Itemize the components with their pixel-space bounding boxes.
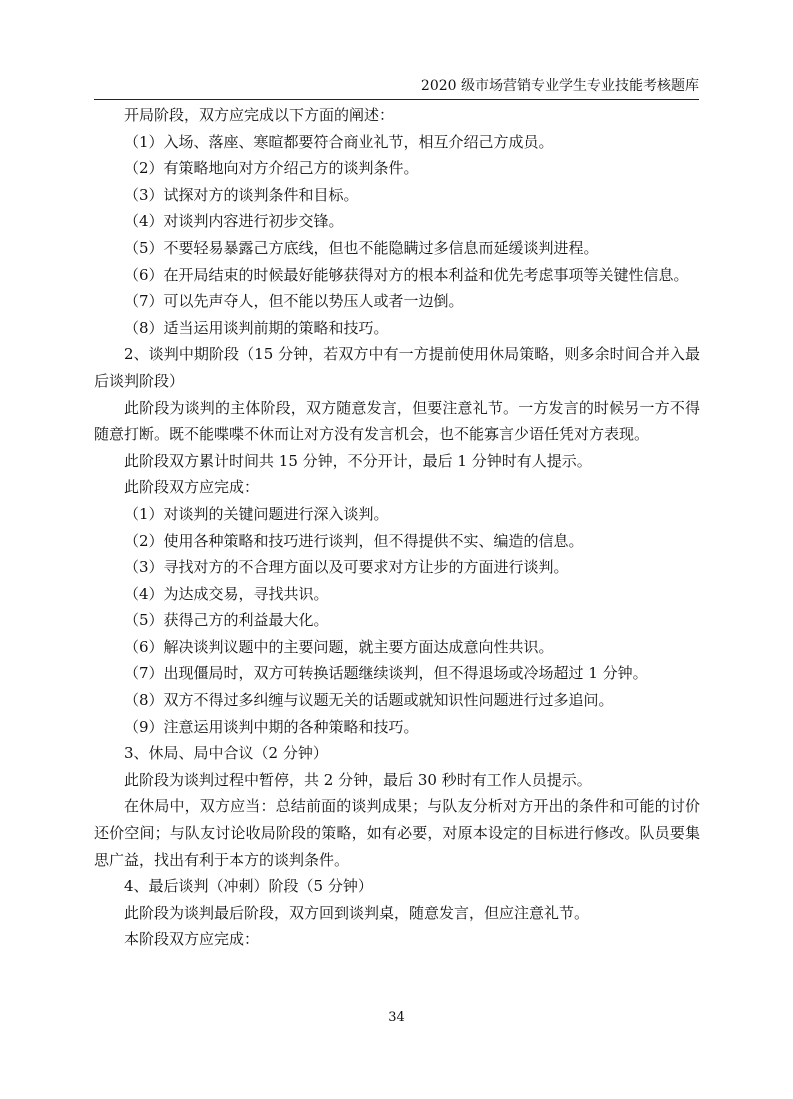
list-item-mid-3: （3）寻找对方的不合理方面以及可要求对方让步的方面进行谈判。 — [124, 558, 569, 577]
list-item-opening-3: （3）试探对方的谈判条件和目标。 — [124, 185, 359, 204]
list-item-mid-5: （5）获得己方的利益最大化。 — [124, 611, 329, 630]
section-heading-recess: 3、休局、局中合议（2 分钟） — [124, 744, 328, 763]
list-item-opening-4: （4）对谈判内容进行初步交锋。 — [124, 212, 344, 231]
list-item-mid-9: （9）注意运用谈判中期的各种策略和技巧。 — [124, 717, 419, 736]
paragraph-mid-stage-timing: 此阶段双方累计时间共 15 分钟，不分开计，最后 1 分钟时有人提示。 — [124, 451, 592, 470]
list-item-mid-8: （8）双方不得过多纠缠与议题无关的话题或就知识性问题进行过多追问。 — [124, 691, 614, 710]
list-item-opening-2: （2）有策略地向对方介绍己方的谈判条件。 — [124, 159, 419, 178]
paragraph-recess-tasks: 在休局中，双方应当：总结前面的谈判成果；与队友分析对方开出的条件和可能的讨价还价空间；与队友讨论收局阶段的策略，如有必要，对原本设定的目标进行修改。队员要集思广益，找出有利于本方的谈判条件。 — [94, 797, 700, 869]
header-divider — [94, 99, 699, 100]
section-heading-mid-stage: 2、谈判中期阶段（15 分钟，若双方中有一方提前使用休局策略，则多余时间合并入最后谈判阶段） — [94, 345, 700, 390]
page-header-title: 2020 级市场营销专业学生专业技能考核题库 — [420, 78, 699, 94]
list-item-mid-7: （7）出现僵局时，双方可转换话题继续谈判，但不得退场或冷场超过 1 分钟。 — [124, 664, 648, 683]
paragraph-mid-stage-description: 此阶段为谈判的主体阶段，双方随意发言，但要注意礼节。一方发言的时候另一方不得随意打断。既不能喋喋不休而让对方没有发言机会，也不能寡言少语任凭对方表现。 — [94, 398, 700, 444]
paragraph-final-stage-tasks-intro: 本阶段双方应完成： — [124, 930, 260, 949]
paragraph-recess-description: 此阶段为谈判过程中暂停，共 2 分钟，最后 30 秒时有工作人员提示。 — [124, 770, 592, 789]
paragraph-opening-intro: 开局阶段，双方应完成以下方面的阐述： — [124, 106, 395, 124]
list-item-opening-6: （6）在开局结束的时候最好能够获得对方的根本利益和优先考虑事项等关键性信息。 — [124, 265, 689, 284]
list-item-mid-1: （1）对谈判的关键问题进行深入谈判。 — [124, 504, 389, 523]
section-heading-final-stage: 4、最后谈判（冲刺）阶段（5 分钟） — [124, 877, 373, 896]
paragraph-final-stage-description: 此阶段为谈判最后阶段，双方回到谈判桌，随意发言，但应注意礼节。 — [124, 903, 590, 922]
list-item-opening-1: （1）入场、落座、寒暄都要符合商业礼节，相互介绍己方成员。 — [124, 132, 554, 151]
page-number: 34 — [388, 1010, 405, 1025]
list-item-mid-2: （2）使用各种策略和技巧进行谈判，但不得提供不实、编造的信息。 — [124, 531, 584, 550]
list-item-opening-5: （5）不要轻易暴露己方底线，但也不能隐瞒过多信息而延缓谈判进程。 — [124, 238, 599, 257]
list-item-mid-6: （6）解决谈判议题中的主要问题，就主要方面达成意向性共识。 — [124, 637, 554, 656]
list-item-mid-4: （4）为达成交易，寻找共识。 — [124, 584, 329, 603]
paragraph-mid-stage-tasks-intro: 此阶段双方应完成： — [124, 478, 260, 497]
document-body — [94, 102, 700, 953]
list-item-opening-8: （8）适当运用谈判前期的策略和技巧。 — [124, 318, 389, 337]
list-item-opening-7: （7）可以先声夺人，但不能以势压人或者一边倒。 — [124, 292, 464, 311]
